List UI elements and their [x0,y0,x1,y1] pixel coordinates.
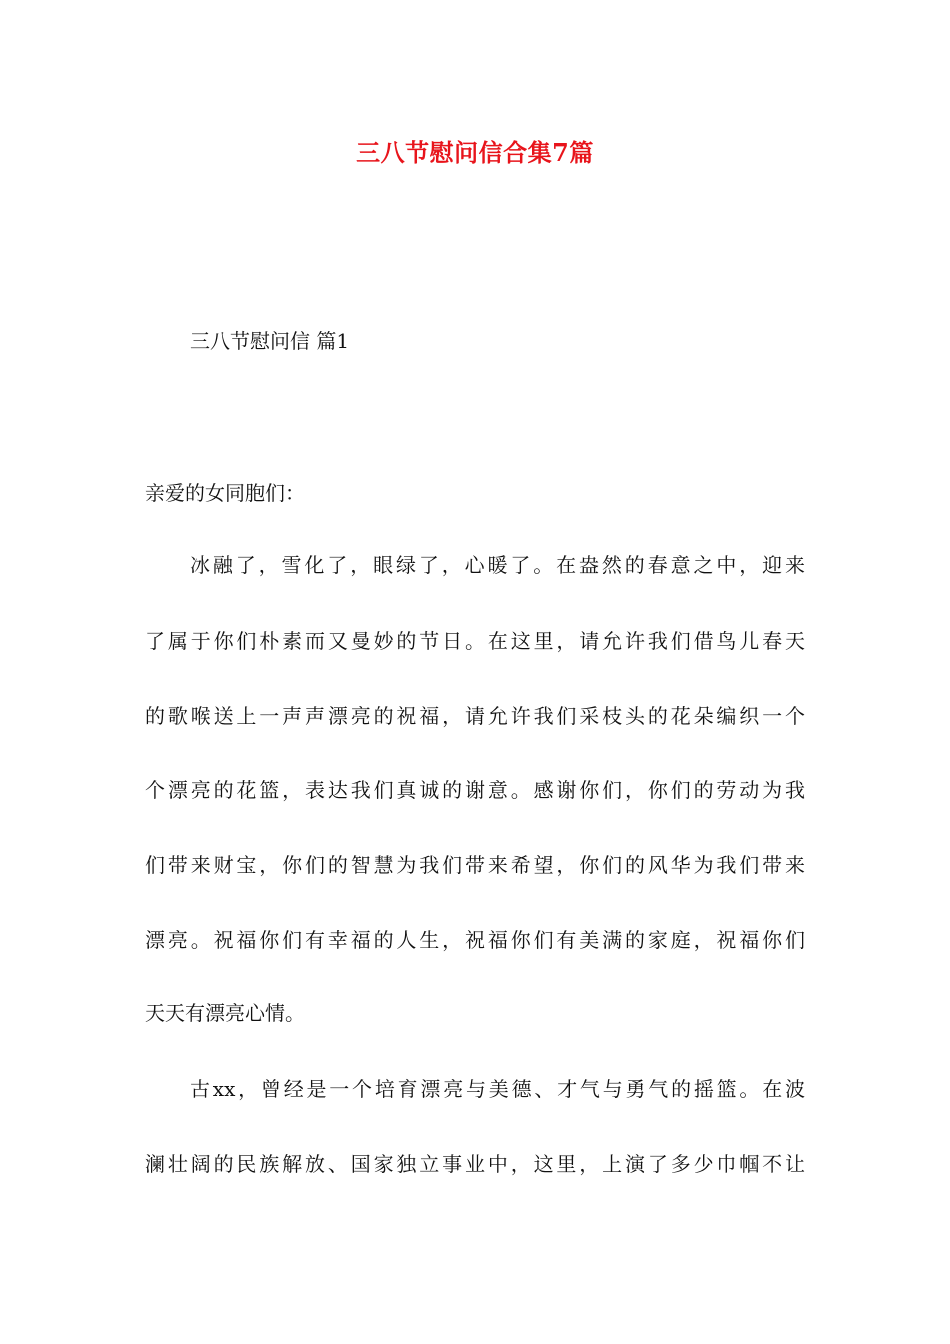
document-title: 三八节慰问信合集7篇 [356,138,594,167]
paragraph1-line: 了属于你们朴素而又曼妙的节日。在这里，请允许我们借鸟儿春天 [145,629,805,653]
salutation: 亲爱的女同胞们： [145,481,305,505]
paragraph1-line: 的歌喉送上一声声漂亮的祝福，请允许我们采枝头的花朵编织一个 [145,704,805,728]
paragraph1-line: 天天有漂亮心情。 [145,1001,305,1025]
paragraph2-line: 古xx，曾经是一个培育漂亮与美德、才气与勇气的摇篮。在波 [190,1077,805,1101]
section-heading: 三八节慰问信 篇1 [190,329,350,353]
paragraph1-line: 们带来财宝，你们的智慧为我们带来希望，你们的风华为我们带来 [145,853,805,877]
paragraph1-line: 冰融了，雪化了，眼绿了，心暖了。在盎然的春意之中，迎来 [190,553,805,577]
paragraph2-line: 澜壮阔的民族解放、国家独立事业中，这里，上演了多少巾帼不让 [145,1152,805,1176]
paragraph1-line: 漂亮。祝福你们有幸福的人生，祝福你们有美满的家庭，祝福你们 [145,928,805,952]
paragraph1-line: 个漂亮的花篮，表达我们真诚的谢意。感谢你们，你们的劳动为我 [145,778,805,802]
